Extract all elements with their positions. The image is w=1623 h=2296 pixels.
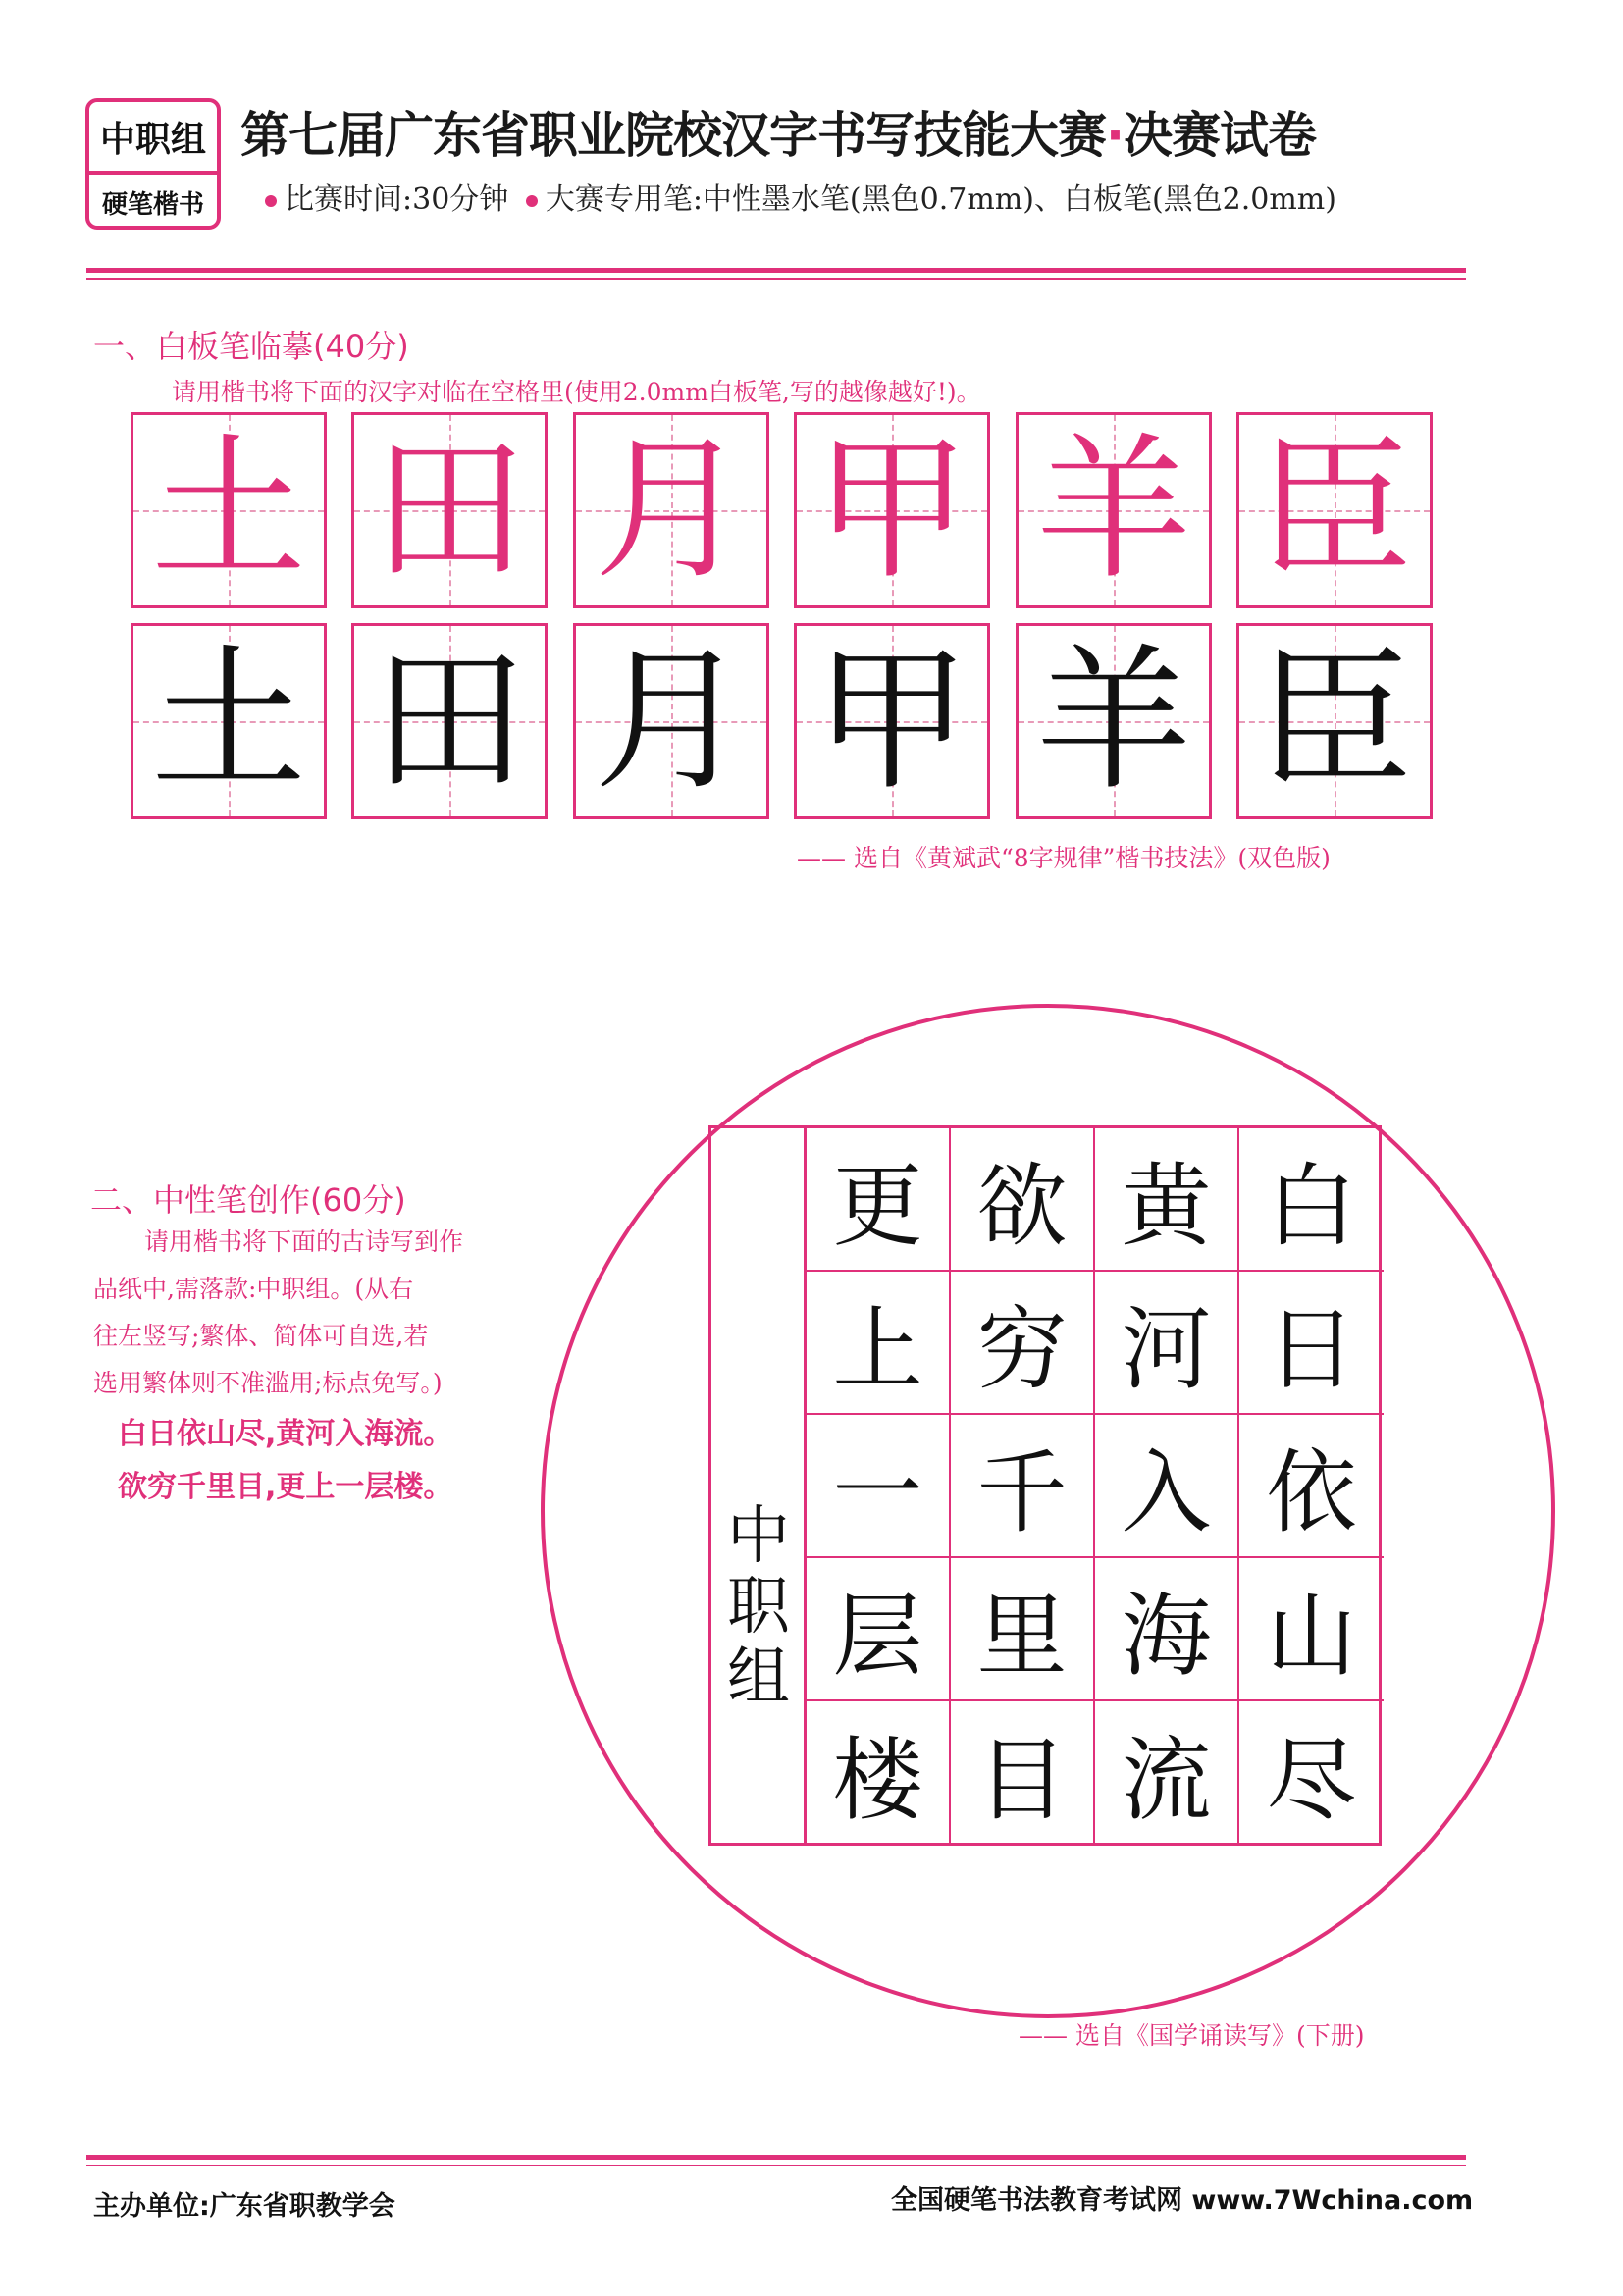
pen-info: 大赛专用笔:中性墨水笔(黑色0.7mm)、白板笔(黑色2.0mm) <box>545 183 1336 217</box>
poem-character: 河 <box>1095 1272 1239 1415</box>
poem-line-2: 欲穷千里目,更上一层楼。 <box>118 1470 453 1504</box>
poem-character: 更 <box>807 1128 951 1272</box>
title-end: 决赛试卷 <box>1124 107 1316 164</box>
model-character: 甲 <box>814 420 969 600</box>
copied-character: 土 <box>151 631 306 811</box>
practice-cell <box>131 623 327 819</box>
poem-character: 流 <box>1095 1701 1239 1845</box>
instruction-line: 往左竖写;繁体、简体可自选,若 <box>93 1322 429 1350</box>
poem-character: 山 <box>1239 1558 1384 1701</box>
website: 全国硬笔书法教育考试网 www.7Wchina.com <box>891 2185 1474 2216</box>
page-title <box>240 96 1316 167</box>
model-character: 田 <box>372 420 527 600</box>
practice-cell <box>351 623 548 819</box>
copied-character: 羊 <box>1036 631 1191 811</box>
poem-character: 黄 <box>1095 1128 1239 1272</box>
instruction-line: 请用楷书将下面的古诗写到作 <box>144 1227 464 1256</box>
poem-character: 尽 <box>1266 1728 1357 1833</box>
poem-character: 白 <box>1239 1128 1384 1272</box>
title-separator: · <box>1106 107 1124 164</box>
poem-character: 入 <box>1095 1415 1239 1558</box>
instruction-line: 品纸中,需落款:中职组。(从右 <box>93 1275 414 1303</box>
footer-divider <box>86 2155 1466 2160</box>
poem-character: 欲 <box>951 1128 1095 1272</box>
exam-info <box>265 175 1336 218</box>
footer-divider-thin <box>86 2165 1466 2166</box>
practice-cell <box>1016 623 1212 819</box>
poem-character: 千 <box>951 1415 1095 1558</box>
poem-character: 日 <box>1239 1272 1384 1415</box>
practice-cell <box>794 623 990 819</box>
poem-character: 楼 <box>807 1701 951 1845</box>
model-character: 月 <box>594 420 749 600</box>
model-cell <box>794 412 990 608</box>
poem-character: 一 <box>807 1415 951 1558</box>
section2-source: —— 选自《国学诵读写》(下册) <box>1019 2021 1365 2050</box>
copied-character: 甲 <box>814 631 969 811</box>
practice-cell <box>1236 623 1433 819</box>
bullet-icon <box>265 195 277 207</box>
model-cell <box>1016 412 1212 608</box>
group-badge <box>85 98 221 230</box>
model-character: 羊 <box>1036 420 1191 600</box>
section1-instruction: 请用楷书将下面的汉字对临在空格里(使用2.0mm白板笔,写的越像越好!)。 <box>172 378 981 406</box>
copied-character: 月 <box>594 631 749 811</box>
badge-group-label: 中职组 <box>89 102 217 175</box>
model-cell <box>1236 412 1433 608</box>
signature-text: 中职组 <box>727 1500 790 1714</box>
model-cell <box>351 412 548 608</box>
section2-instruction <box>93 1219 515 1407</box>
poem-character: 目 <box>951 1701 1095 1845</box>
poem-character: 依 <box>1239 1415 1384 1558</box>
practice-cell <box>573 623 769 819</box>
badge-style-label: 硬笔楷书 <box>101 189 204 220</box>
header-divider-thin <box>86 278 1466 280</box>
organizer: 主办单位:广东省职教学会 <box>93 2191 395 2221</box>
poem-line-1: 白日依山尽,黄河入海流。 <box>118 1417 453 1451</box>
poem-character: 上 <box>807 1272 951 1415</box>
bullet-icon <box>526 195 538 207</box>
instruction-line: 选用繁体则不准滥用;标点免写。) <box>93 1369 443 1397</box>
artwork-grid <box>708 1125 1382 1846</box>
poem-character: 穷 <box>951 1272 1095 1415</box>
signature-column <box>711 1128 807 1843</box>
poem-character: 海 <box>1095 1558 1239 1701</box>
model-character: 臣 <box>1257 420 1412 600</box>
copied-character: 臣 <box>1257 631 1412 811</box>
copied-character: 田 <box>372 631 527 811</box>
section1-source: —— 选自《黄斌武“8字规律”楷书技法》(双色版) <box>797 844 1331 872</box>
model-character: 土 <box>151 420 306 600</box>
section1-heading: 一、白板笔临摹(40分) <box>93 328 409 365</box>
section2-heading: 二、中性笔创作(60分) <box>90 1181 406 1219</box>
header-divider <box>86 268 1466 273</box>
model-cell <box>573 412 769 608</box>
time-info: 比赛时间:30分钟 <box>285 183 509 217</box>
title-main: 第七届广东省职业院校汉字书写技能大赛 <box>240 107 1106 164</box>
poem-character: 层 <box>807 1558 951 1701</box>
model-cell <box>131 412 327 608</box>
poem-character: 里 <box>951 1558 1095 1701</box>
